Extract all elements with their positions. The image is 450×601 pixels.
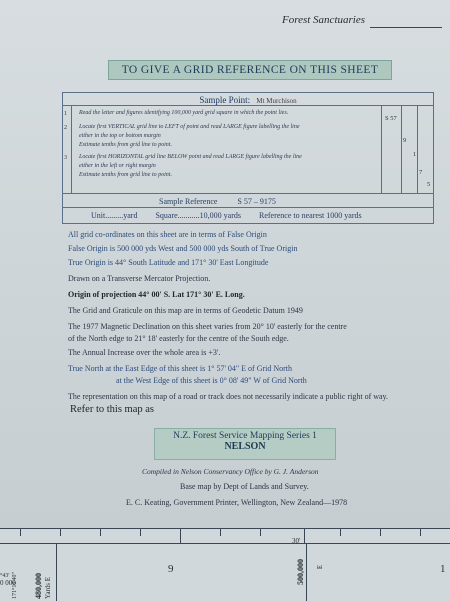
- margin-tick: [260, 529, 261, 536]
- easting-label: 500,000: [296, 559, 305, 585]
- grid-reference-table: [62, 92, 434, 224]
- compiled-credit: Compiled in Nelson Conservancy Office by G. J. Anderson: [142, 467, 319, 476]
- margin-neatline: [0, 543, 450, 544]
- grid-line: [56, 543, 57, 601]
- margin-tick: [220, 529, 221, 536]
- table-column-rule: [381, 105, 382, 193]
- step-number-1: 1: [64, 111, 67, 117]
- cell-grid-square: S 57: [385, 115, 397, 122]
- step-number-2: 2: [64, 125, 67, 131]
- unit-text: Unit.........yard: [91, 211, 138, 220]
- easting-label: 480,000: [34, 573, 43, 599]
- note-grid-coordinates: All grid co-ordinates on this sheet are in terms of False Origin: [68, 230, 267, 239]
- sample-point-row: [63, 95, 433, 105]
- map-margin-strip: [0, 528, 450, 601]
- note-geodetic-datum: The Grid and Graticule on this map are in terms of Geodetic Datum 1949: [68, 306, 303, 315]
- basemap-credit: Base map by Dept of Lands and Survey.: [180, 482, 309, 491]
- table-column-rule: [417, 105, 418, 193]
- sample-point-label: Sample Point:: [199, 95, 251, 105]
- sample-reference-label: Sample Reference: [159, 197, 218, 206]
- note-true-north-west: at the West Edge of this sheet is 0° 08' 49" W of Grid North: [116, 376, 307, 385]
- note-false-origin: False Origin is 500 000 yds West and 500 000 yds South of True Origin: [68, 244, 298, 253]
- margin-tick: [180, 529, 181, 543]
- step-2-text: [79, 123, 379, 150]
- sample-reference-row: [159, 197, 276, 206]
- step-3-line: Locate first HORIZONTAL grid line BELOW point and read LARGE figure labelling the line: [79, 154, 302, 160]
- step-3-line: Estimate tenths from grid line to point.: [79, 172, 172, 178]
- cell-digit: 9: [403, 137, 407, 144]
- step-3-text: [79, 153, 379, 180]
- note-annual-increase: The Annual Increase over the whole area is +3'.: [68, 348, 221, 357]
- margin-tick: [60, 529, 61, 536]
- series-sheet-name: NELSON: [224, 441, 266, 452]
- margin-tick: [100, 529, 101, 536]
- square-text: Square...........10,000 yards: [155, 211, 241, 220]
- easting-units: Yards E: [44, 576, 52, 599]
- coordinate-label: 171°16'40": [12, 572, 18, 599]
- units-row: [91, 211, 378, 220]
- step-2-line: Estimate tenths from grid line to point.: [79, 142, 172, 148]
- series-name: N.Z. Forest Service Mapping Series 1: [173, 431, 317, 441]
- sample-reference-value: S 57 – 9175: [237, 197, 276, 206]
- note-true-origin: True Origin is 44° South Latitude and 171° 30' East Longitude: [68, 258, 269, 267]
- table-column-rule: [401, 105, 402, 193]
- sheet-header-title: Forest Sanctuaries: [282, 14, 365, 26]
- note-right-of-way: The representation on this map of a road or track does not necessarily indicate a public right of way.: [68, 392, 389, 401]
- note-origin-projection: Origin of projection 44° 00' S. Lat 171° 30' E. Long.: [68, 290, 245, 299]
- cell-digit: 1: [413, 151, 417, 158]
- grid-reference-title: TO GIVE A GRID REFERENCE ON THIS SHEET: [108, 60, 392, 80]
- table-column-rule: [71, 105, 72, 193]
- table-divider: [63, 105, 433, 106]
- step-2-line: either in the top or bottom margin: [79, 133, 161, 139]
- step-3-line: either in the left or right margin: [79, 163, 156, 169]
- grid-line: [306, 543, 307, 601]
- easting-suffix: E: [316, 564, 325, 570]
- note-projection: Drawn on a Transverse Mercator Projection.: [68, 274, 211, 283]
- margin-tick: [140, 529, 141, 536]
- header-rule: [370, 27, 442, 28]
- margin-tick: [380, 529, 381, 536]
- margin-tick: [20, 529, 21, 536]
- note-magnetic-declination-cont: of the North edge to 21° 18' easterly for the centre of the South edge.: [68, 334, 289, 343]
- latitude-label: °43': [0, 573, 10, 579]
- refer-heading: Refer to this map as: [70, 404, 154, 415]
- cell-digit: 5: [427, 181, 431, 188]
- step-2-line: Locate first VERTICAL grid line to LEFT of point and read LARGE figure labelling the line: [79, 124, 300, 130]
- margin-tick: [340, 529, 341, 536]
- note-magnetic-declination: The 1977 Magnetic Declination on this sheet varies from 20° 10' easterly for the centre: [68, 322, 347, 331]
- northing-label: 0 000: [0, 579, 16, 587]
- table-divider: [63, 207, 433, 208]
- step-number-3: 3: [64, 155, 67, 161]
- grid-number-label: 1: [440, 563, 446, 575]
- margin-tick: [304, 529, 305, 543]
- cell-digit: 7: [419, 169, 423, 176]
- nearest-text: Reference to nearest 1000 yards: [258, 211, 362, 220]
- margin-tick: [420, 529, 421, 536]
- longitude-label: 30': [292, 537, 301, 545]
- printer-credit: E. C. Keating, Government Printer, Wellington, New Zealand—1978: [126, 498, 348, 507]
- note-true-north-east: True North at the East Edge of this sheet is 1° 57' 04" E of Grid North: [68, 364, 293, 373]
- sample-point-value: Mt Murchison: [256, 97, 297, 105]
- grid-number-label: 9: [168, 563, 174, 575]
- table-divider: [63, 193, 433, 194]
- step-1-text: [79, 109, 379, 118]
- step-1-line: Read the letter and figures identifying 100,000 yard grid square in which the point lies.: [79, 110, 289, 116]
- series-title-box: [154, 428, 336, 460]
